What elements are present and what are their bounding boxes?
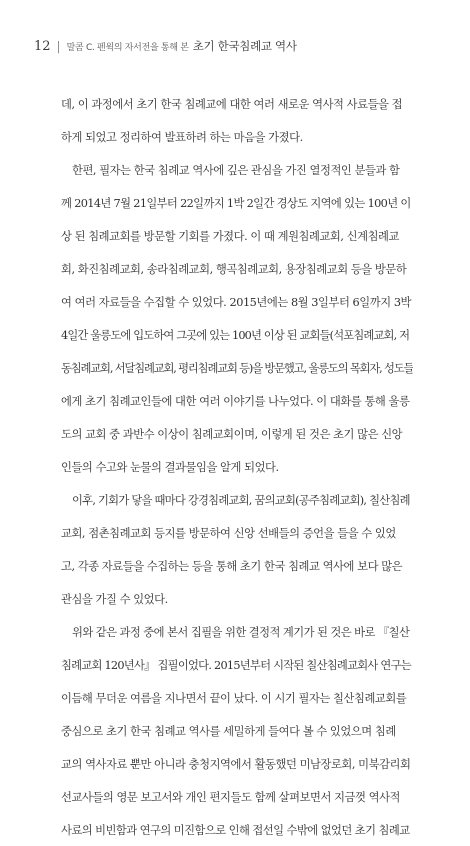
paragraph-start-line: 이후, 기회가 닿을 때마다 강경침례교회, 꿈의교회(공주침례교회), 칠산침례 [72, 493, 410, 507]
text-line: 도의 교회 중 과반수 이상이 침례교회이며, 이렇게 된 것은 초기 많은 신앙 [61, 427, 403, 441]
paragraph-start-line: 한편, 필자는 한국 침례교 역사에 깊은 관심을 가진 열정적인 분들과 함 [72, 163, 400, 177]
text-line: 중심으로 초기 한국 침례교 역사를 세밀하게 들여다 볼 수 있었으며 침례 [61, 724, 396, 738]
text-line: 관심을 가질 수 있었다. [61, 592, 168, 606]
page-number: 12 [34, 39, 51, 54]
text-line: 고, 각종 자료들을 수집하는 등을 통해 초기 한국 침례교 역사에 보다 많은 [61, 559, 403, 573]
text-line: 교의 역사자료 뿐만 아니라 충청지역에서 활동했던 미남장로회, 미북감리회 [61, 757, 411, 771]
text-line: 동침례교회, 서달침례교회, 평리침례교회 등)을 방문했고, 울릉도의 목회자, 성도들 [61, 361, 413, 375]
text-line: 회, 화진침례교회, 송라침례교회, 행곡침례교회, 용장침례교회 등을 방문하 [61, 262, 407, 276]
paragraph-start-line: 위와 같은 과정 중에 본서 집필을 위한 결정적 계기가 된 것은 바로 『칠산 [72, 625, 410, 639]
text-line: 4일간 울릉도에 입도하여 그곳에 있는 100년 이상 된 교회들(석포침례교회, 저 [61, 328, 410, 342]
text-line: 하게 되었고 정리하여 발표하려 하는 마음을 가졌다. [61, 130, 303, 144]
text-line: 께 2014년 7월 21일부터 22일까지 1박 2일간 경상도 지역에 있는 100년 이 [61, 196, 411, 210]
text-line: 교회, 점촌침례교회 등지를 방문하여 신앙 선배들의 증언을 들을 수 있었 [61, 526, 396, 540]
body-text [61, 87, 413, 846]
running-header-title: 초기 한국침례교 역사 [192, 39, 297, 53]
text-line: 침례교회 120년사』 집필이었다. 2015년부터 시작된 칠산침례교회사 연구는 [61, 658, 411, 672]
text-line: 상 된 침례교회를 방문할 기회를 가졌다. 이 때 계원침례교회, 신계침례교 [61, 229, 399, 243]
text-line: 사료의 비빈함과 연구의 미진함으로 인해 접선일 수밖에 없었던 초기 침례교 [61, 823, 410, 837]
header-divider: | [56, 39, 61, 53]
running-header [34, 38, 297, 54]
text-line: 에게 초기 침례교인들에 대한 여러 이야기를 나누었다. 이 대화를 통해 울릉 [61, 394, 410, 408]
text-line: 여 여러 자료들을 수집할 수 있었다. 2015년에는 8월 3일부터 6일까지 3박 [61, 295, 412, 309]
text-line: 이듬해 무더운 여름을 지나면서 끝이 났다. 이 시기 필자는 칠산침례교회를 [61, 691, 407, 705]
text-line: 데, 이 과정에서 초기 한국 침례교에 대한 여러 새로운 역사적 사료들을 접 [61, 97, 403, 111]
text-line: 선교사들의 영문 보고서와 개인 편지들도 함께 살펴보면서 지금껏 역사적 [61, 790, 401, 804]
text-line: 인들의 수고와 눈물의 결과물임을 알게 되었다. [61, 460, 279, 474]
running-header-subtitle: 말콤 C. 펜윅의 자서전을 통해 본 [66, 43, 189, 53]
